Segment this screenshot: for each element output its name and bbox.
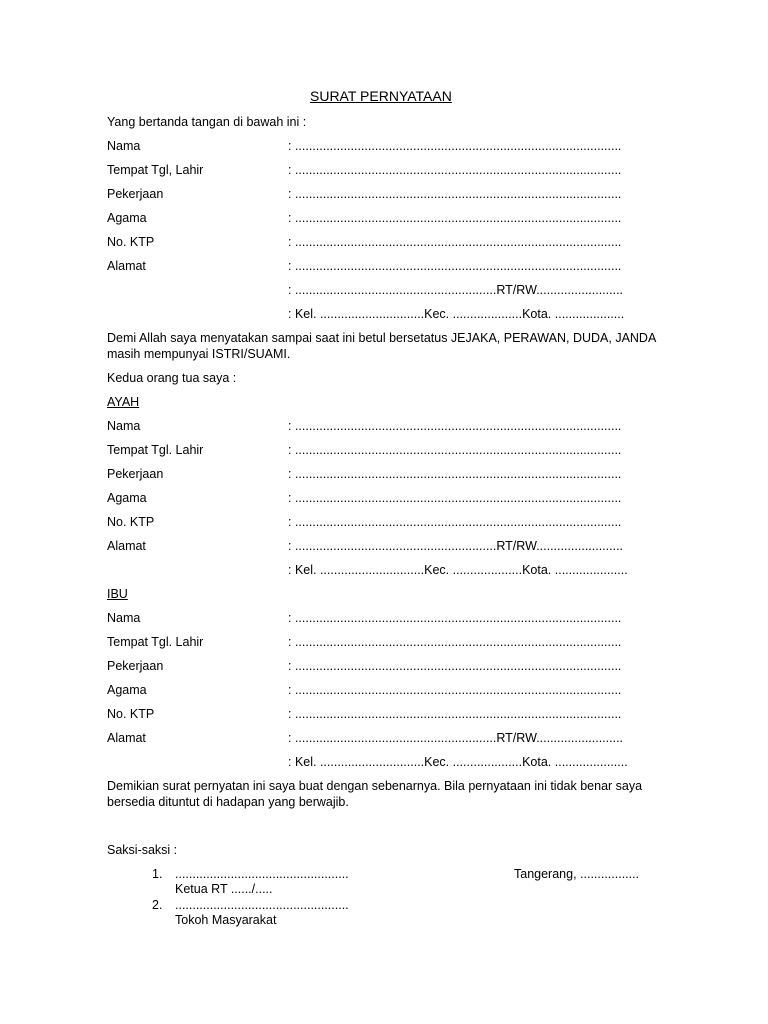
field-value-line: : .............................................................................................. [288,707,622,721]
witness-role: Tokoh Masyarakat [175,913,277,927]
field-label-pekerjaan: Pekerjaan [107,187,164,201]
father-label-alamat: Alamat [107,539,146,553]
address-rtrw-line: : ..........................................................RT/RW......................... [288,731,624,745]
witness-signature-line: .................................................. [175,867,349,881]
field-value-line: : .............................................................................................. [288,187,622,201]
field-value-line: : .............................................................................................. [288,659,622,673]
field-value-line: : .............................................................................................. [288,635,622,649]
field-value-line: : .............................................................................................. [288,515,622,529]
father-label-agama: Agama [107,491,147,505]
field-value-line: : .............................................................................................. [288,163,622,177]
mother-label-agama: Agama [107,683,147,697]
field-label-nama: Nama [107,139,141,153]
mother-label-alamat: Alamat [107,731,146,745]
mother-label-pekerjaan: Pekerjaan [107,659,164,673]
witness-number: 2. [152,898,163,912]
closing-paragraph: Demikian surat pernyatan ini saya buat dengan sebenarnya. Bila pernyataan ini tidak benar saya bersedia dituntut di hadapan yang berwajib. [107,779,643,809]
document-title: SURAT PERNYATAAN [310,88,452,104]
witness-number: 1. [152,867,163,881]
father-label-pekerjaan: Pekerjaan [107,467,164,481]
field-value-line: : .............................................................................................. [288,467,622,481]
statement-paragraph: Demi Allah saya menyatakan sampai saat ini betul bersetatus JEJAKA, PERAWAN, DUDA, JANDA masih mempunyai ISTRI/SUAMI. [107,331,656,361]
address-rtrw-line: : ..........................................................RT/RW......................... [288,283,624,297]
field-label-agama: Agama [107,211,147,225]
mother-label-nama: Nama [107,611,141,625]
father-heading: AYAH [107,395,140,409]
father-label-nama: Nama [107,419,141,433]
address-kel-line: : Kel. ..............................Kec. ....................Kota. ..................... [288,755,628,769]
field-value-line: : .............................................................................................. [288,611,622,625]
field-value-line: : .............................................................................................. [288,139,622,153]
field-value-line: : .............................................................................................. [288,683,622,697]
field-value-line: : .............................................................................................. [288,443,622,457]
intro-text: Yang bertanda tangan di bawah ini : [107,115,307,129]
field-label-alamat: Alamat [107,259,146,273]
mother-heading: IBU [107,587,128,601]
mother-label-ktp: No. KTP [107,707,155,721]
field-value-line: : .............................................................................................. [288,419,622,433]
parents-intro: Kedua orang tua saya : [107,371,237,385]
place-date: Tangerang, ................. [514,867,640,881]
address-rtrw-line: : ..........................................................RT/RW......................... [288,539,624,553]
address-kel-line: : Kel. ..............................Kec. ....................Kota. .................... [288,307,625,321]
witness-role: Ketua RT ....../..... [175,882,273,896]
field-value-line: : .............................................................................................. [288,235,622,249]
father-label-ttl: Tempat Tgl. Lahir [107,443,204,457]
field-label-ktp: No. KTP [107,235,155,249]
field-value-line: : .............................................................................................. [288,259,622,273]
witness-heading: Saksi-saksi : [107,843,178,857]
mother-label-ttl: Tempat Tgl. Lahir [107,635,204,649]
witness-signature-line: .................................................. [175,898,349,912]
field-value-line: : .............................................................................................. [288,491,622,505]
address-kel-line: : Kel. ..............................Kec. ....................Kota. ..................... [288,563,628,577]
field-label-ttl: Tempat Tgl, Lahir [107,163,204,177]
field-value-line: : .............................................................................................. [288,211,622,225]
father-label-ktp: No. KTP [107,515,155,529]
